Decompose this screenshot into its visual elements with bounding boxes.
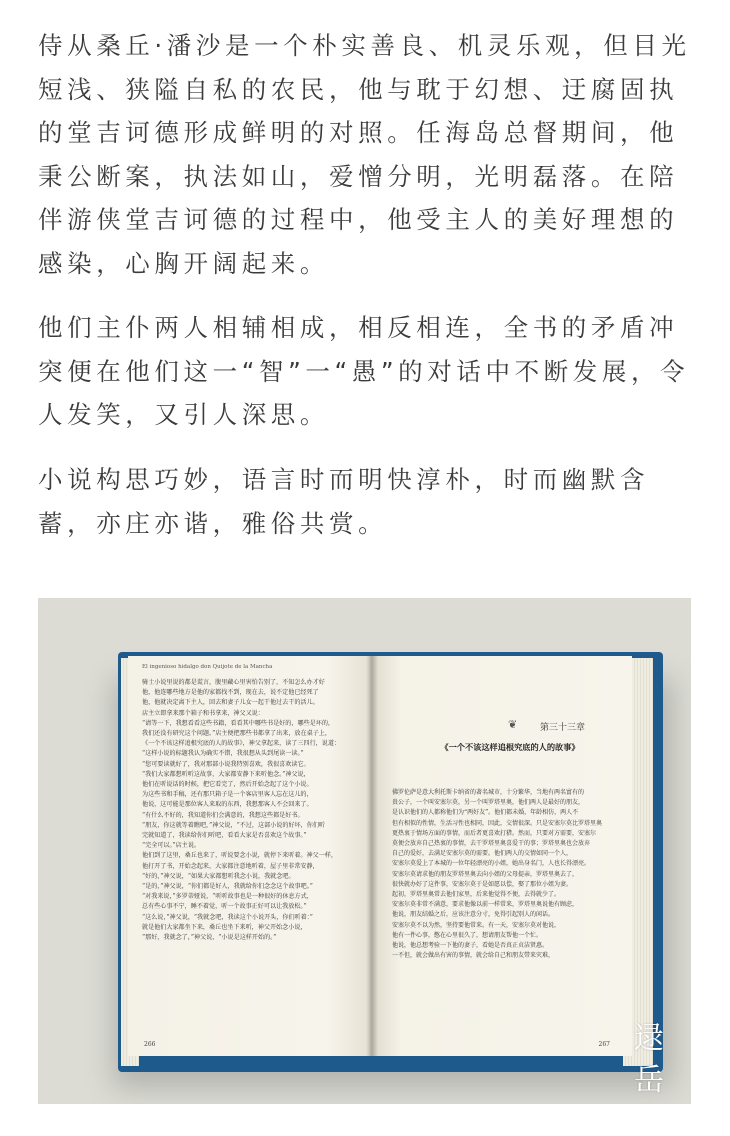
right-page-line: 起初，罗塔里奥常去他们家里，后来他觉得不便，去得就少了。 [392,891,561,899]
chapter-heading: 第三十三章 [540,723,586,733]
left-page-line: 他们在听说话的时候，把它看完了，然后开始念起了这个小说。 [142,781,313,789]
right-page-line: 一不但，就会做出有害的事情，就会给自己和朋友带来灾难， [392,952,555,960]
running-head: El ingenioso hidalgo don Quijote de la Mancha [142,664,273,670]
right-page-line: 安塞尔莫爱上了本城的一位年轻漂亮的小姐，她出身名门，人也长得漂亮。 [392,860,591,868]
left-page-line: “对我来说，”多罗蒂娅说，“听听故事也是一种很好的休息方式， [142,893,313,901]
right-page-line: 他有一件心事，憋在心里很久了，想请朋友帮他一个忙。 [392,931,543,939]
left-page-line: “完全可以。”店主说。 [142,842,201,850]
paragraph-sancho: 侍从桑丘·潘沙是一个朴实善良、机灵乐观，但目光短浅、狭隘自私的农民，他与耽于幻想、迂腐固执的堂吉诃德形成鲜明的对照。任海岛总督期间，他秉公断案，执法如山，爱憎分明，光明磊落。在陪伴游侠堂吉诃德的过程中，他受主人的美好理想的感染，心胸开阔起来。 [38,31,691,278]
right-page-line: 是认识他们的人都称他们为“两好友”。他们都未婚，年龄相仿，两人不 [392,809,579,817]
book-photo [38,598,691,1104]
right-page-line: 但有相似的性情，生活习性也相同，因此，交情很深。只是安塞尔莫比罗塔里奥 [392,819,603,827]
left-page-line: “我们大家都想听听这故事，大家都安静下来听他念。”神父说， [142,770,310,778]
left-page-line: “这么说，”神父说，“我就念吧，我读这个小说开头，你们听着：” [142,913,313,921]
left-page-line: “好的，”神父说，“如果大家都想听我念小说，我就念吧。 [142,872,295,880]
right-page-line: 莫便会放弃自己热衷的事情，去干罗塔里奥喜爱干的事；罗塔里奥也会放弃 [392,840,591,848]
left-page [128,656,378,1056]
right-page-line: 佛罗伦萨是意大利托斯卡纳省的著名城市，十分繁华，当地有两名富有的 [392,789,585,796]
paragraph-style: 小说构思巧妙，语言时而明快淳朴，时而幽默含蓄，亦庄亦谐，雅俗共赏。 [38,465,650,538]
right-page [370,656,632,1056]
right-page-line: 很快就办好了这件事，安塞尔莫于是如愿以偿，娶了那位小姐为妻。 [392,880,573,888]
left-page-line: 《一个不该这样追根究底的人的故事》，神父拿起来，读了三四行，说道： [142,740,341,748]
left-page-line: “请等一下，我想看看这些书籍，看看其中哪些书是好的，哪些是坏的， [142,719,335,727]
right-page-line: 安塞尔莫非常不满意，要求他像以前一样常来，罗塔里奥说他有顾虑， [392,901,579,909]
book-gutter [366,656,378,1056]
left-page-line: “您可要读就好了，我对那部小说我特别喜欢，我很喜欢读它。 [142,760,310,768]
right-page-line: 他说，他总想考验一下他的妻子，看她是否真正贞洁贤惠。 [392,942,549,950]
left-page-line: 骑士小说里说的都是谎言，腹里藏心里害怕告别了，不知怎么办才好 [142,679,325,686]
left-page-line: 店主立即拿来那个箱子和书拿来，神父又说： [142,709,264,717]
right-page-line: 贵公子，一个叫安塞尔莫，另一个叫罗塔里奥，他们两人是最好的朋友， [392,799,585,807]
calligraphy-watermark: 逯岳 [634,1021,664,1098]
left-page-line: “是的，”神父说，“你们都是好人，我就给你们念念这个故事吧。” [142,883,313,891]
left-page-line: 他说，这可能是那位客人来取的东西，我想那客人不会回来了。 [142,801,313,809]
left-page-line: “有什么不好的，我知道你们会满意的，我想这些都是好书。 [142,811,304,819]
right-page-line: 自己的爱好，去满足安塞尔莫的需要。他们两人的交情如同一个人， [392,850,573,858]
right-page-line: 安塞尔莫不以为然，坚持要他常来。有一天，安塞尔莫对他说， [392,921,561,929]
left-page-line: 他，他就决定离下主人，回去和妻子儿女一起干他过去干的活儿。 [142,699,319,707]
left-page-text [142,678,364,943]
left-page-line: 他们到了这里，桑丘也来了，听说要念小说，就停下来听着。神父一样， [142,852,337,860]
left-page-line: 总有些心事不宁，睡不着觉，听一个故事正好可以让我放松。” [142,903,307,911]
chapter-ornament-icon: ❦ [508,718,518,731]
left-page-line: 他，他连哪些地方是他的家都找不到，现在去，说不定他已经死了 [142,689,319,697]
right-page-line: 更热衷于情场方面的事情，而后者更喜欢打猎。然而，只要对方需要，安塞尔 [392,829,597,837]
left-page-line: “这样小说的标题我认为确实不错，我很想从头到尾读一读。” [142,750,304,758]
right-page-line: 安塞尔莫请求他的朋友罗塔里奥去向小姐的父母提亲，罗塔里奥去了， [392,870,579,878]
left-page-line: 我们还没有研究这个问题。”店主便把那些书都拿了出来，放在桌子上， [142,730,331,738]
right-page-line: 他说，朋友结婚之后，应该注意分寸，免得引起别人的闲话。 [392,911,555,919]
right-page-number: 267 [598,1041,610,1048]
right-page-text [392,788,620,961]
left-page-line: 完就知道了，我读给你们听吧，看看大家是否喜欢这个故事。” [142,832,307,840]
left-page-line: 为这些书和手稿，还有那只箱子是一个客店里客人忘在这儿的， [142,791,313,799]
left-page-number: 266 [144,1041,156,1048]
left-page-line: “那好，我就念了，”神父说，“小说是这样开始的。” [142,934,277,942]
left-page-line: “朋友，你这就等着瞧吧，”神父说，“不过，这部小说的好坏，你们听 [142,821,326,829]
left-page-line: 他打开了书，开始念起来，大家都注意地听着，屋子里非常安静， [142,862,319,870]
left-page-line: 就是他们大家都坐下来，桑丘也坐下来听，神父开始念小说， [142,923,307,931]
chapter-title: 《一个不该这样追根究底的人的故事》 [440,742,580,752]
paragraph-master-servant: 他们主仆两人相辅相成，相反相连，全书的矛盾冲突便在他们这一“智”一“愚”的对话中不断发展，令人发笑，又引人深思。 [38,313,690,429]
